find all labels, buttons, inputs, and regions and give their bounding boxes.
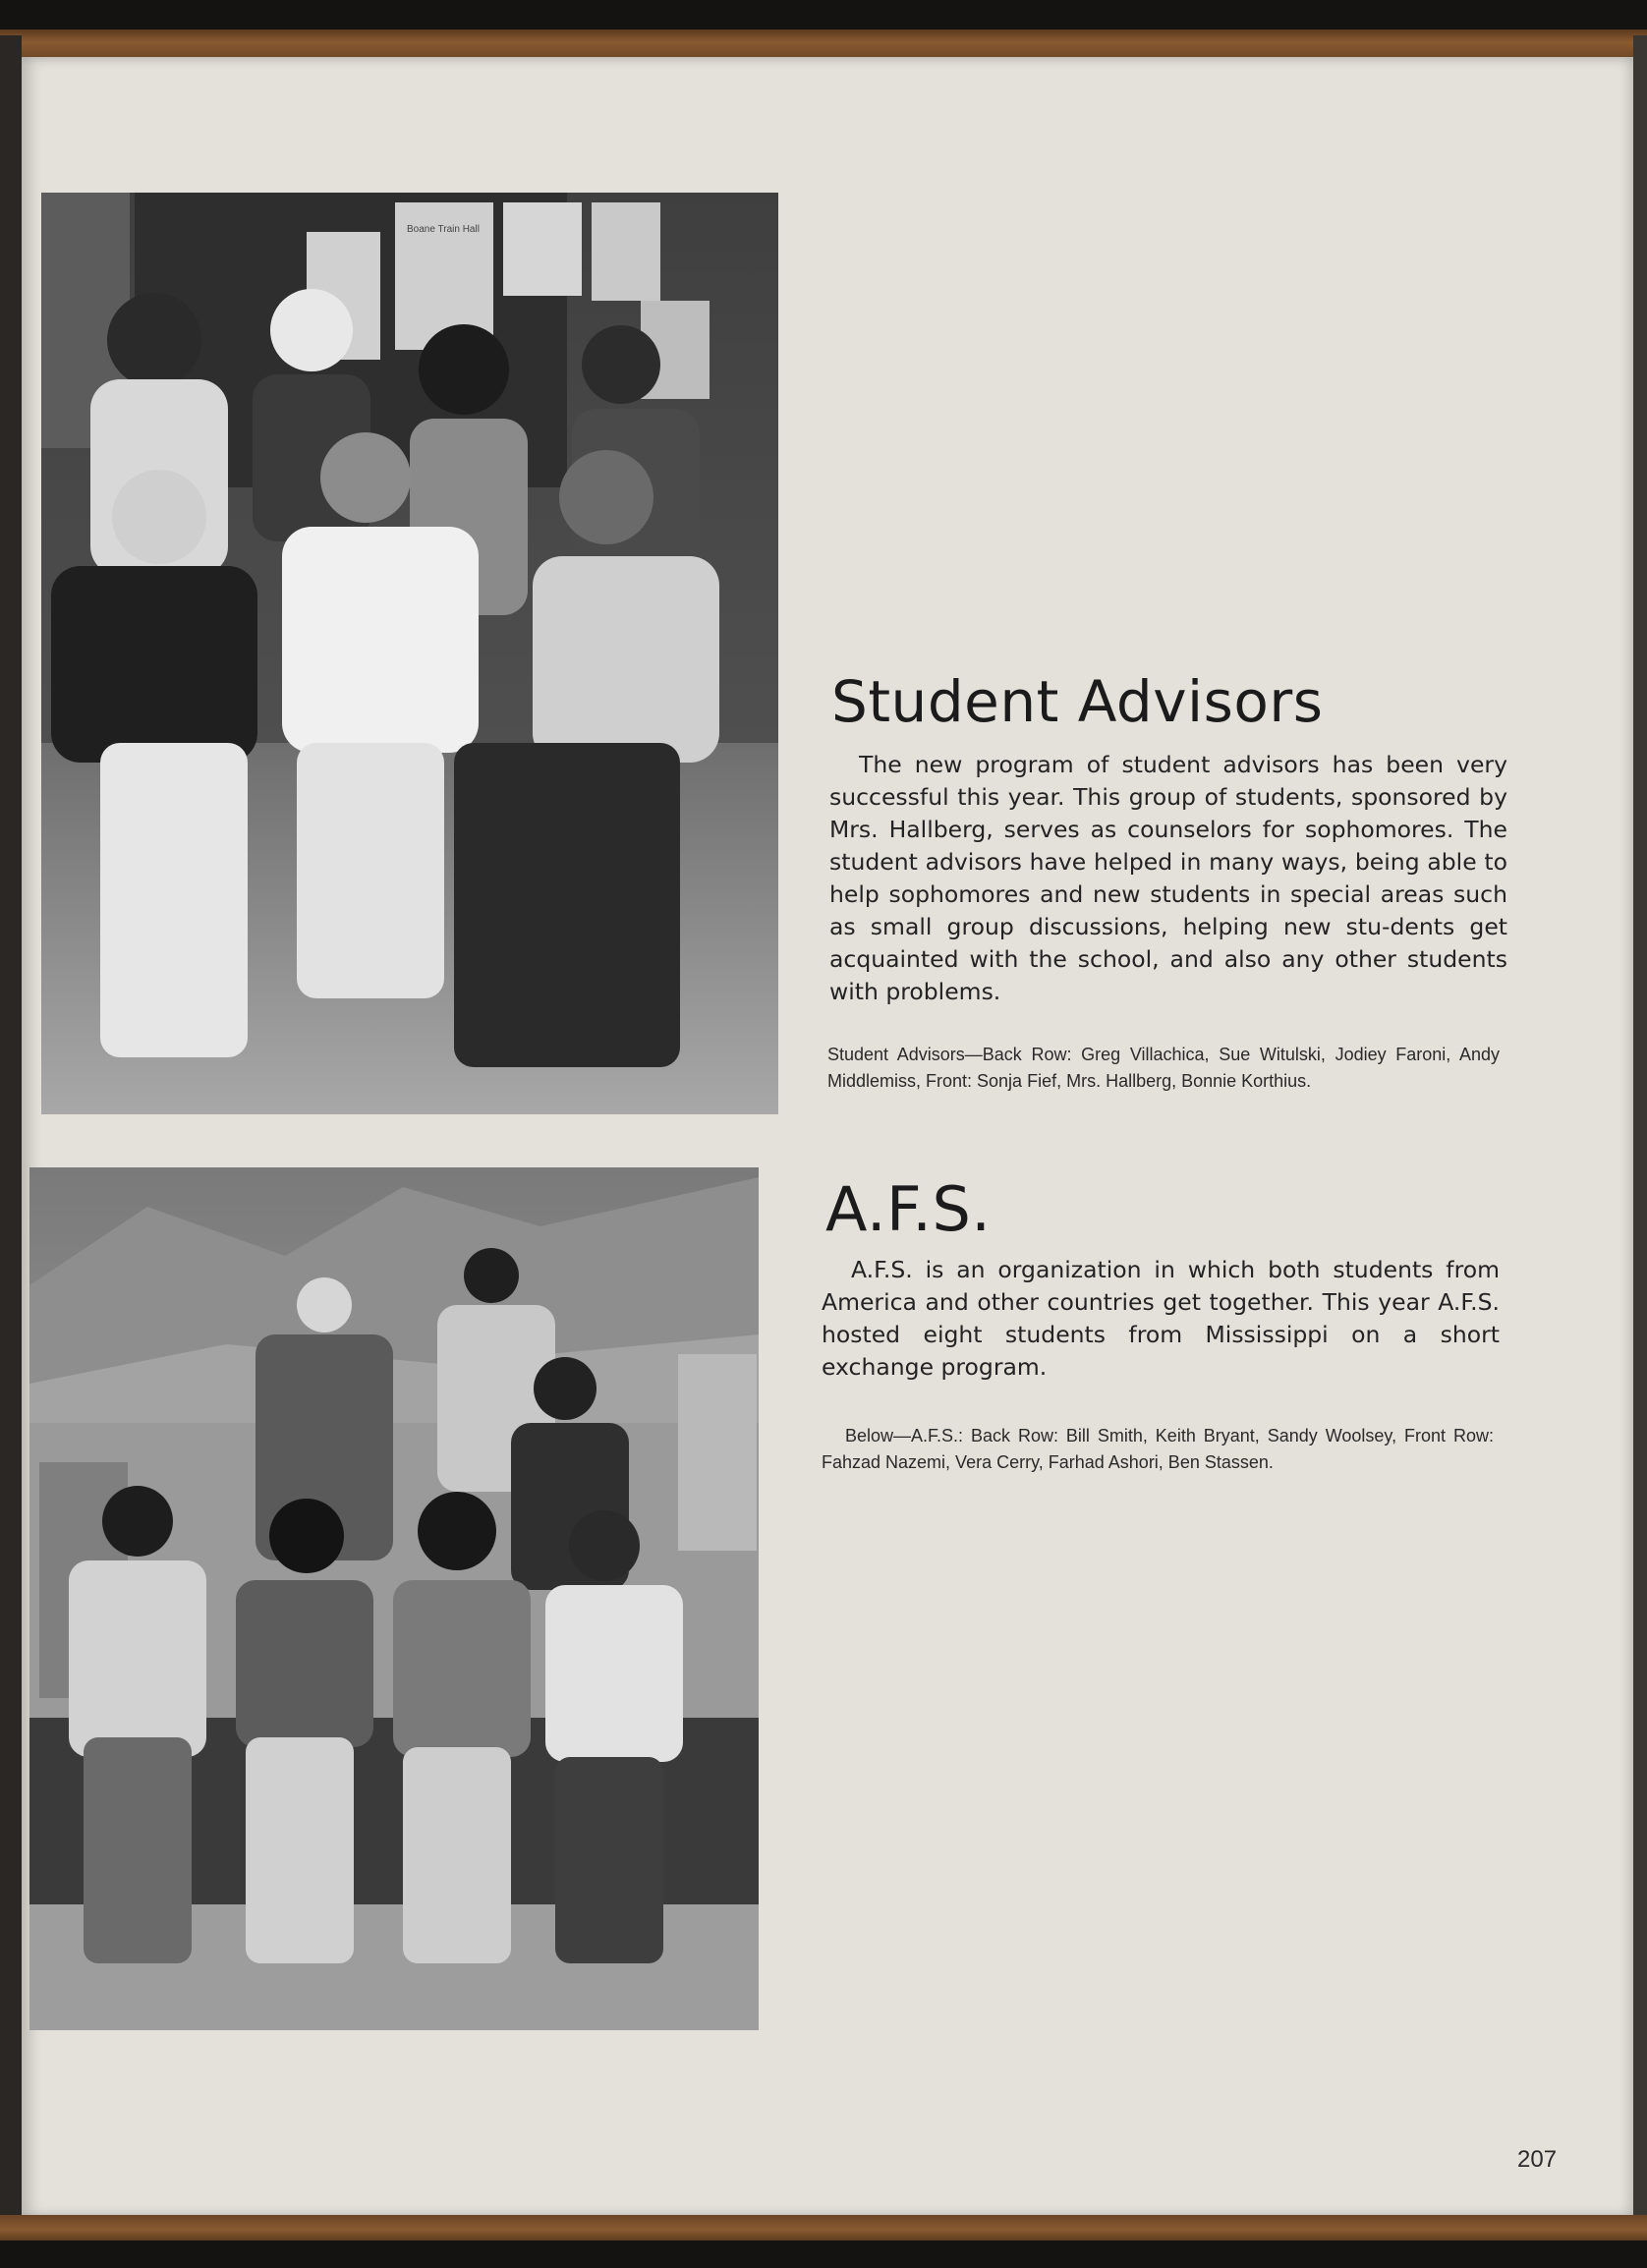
- student-advisors-heading: Student Advisors: [831, 668, 1324, 735]
- page-number: 207: [1517, 2146, 1558, 2173]
- scan-border-left: [0, 35, 22, 2246]
- wall-sign-text: Boane Train Hall: [407, 224, 480, 235]
- afs-group-photo: [29, 1167, 759, 2030]
- student-advisors-body: The new program of student advisors has been very successful this year. This group of students, sponsored by Mrs. Hallberg, serves as counselors for sophomores. The student advisors have helped in many ways, being able to help sophomores and new students in special areas such as small group discussions, helping new stu-dents get acquainted with the school, and also any other students with problems.: [829, 751, 1507, 1005]
- student-advisors-photo: [41, 193, 778, 1114]
- afs-caption: Below—A.F.S.: Back Row: Bill Smith, Keith Bryant, Sandy Woolsey, Front Row: Fahzad Nazemi, Vera Cerry, Farhad Ashori, Ben Stassen.: [822, 1426, 1494, 1472]
- scan-border-bottom: [0, 2240, 1647, 2268]
- afs-body: A.F.S. is an organization in which both students from America and other countries get together. This year A.F.S. hosted eight students from Mississippi on a short exchange program.: [822, 1256, 1500, 1381]
- scan-border-right: [1633, 35, 1647, 2246]
- afs-heading: A.F.S.: [825, 1173, 992, 1245]
- student-advisors-caption: Student Advisors—Back Row: Greg Villachica, Sue Witulski, Jodiey Faroni, Andy Middlemiss, Front: Sonja Fief, Mrs. Hallberg, Bonnie Korthius.: [827, 1045, 1500, 1091]
